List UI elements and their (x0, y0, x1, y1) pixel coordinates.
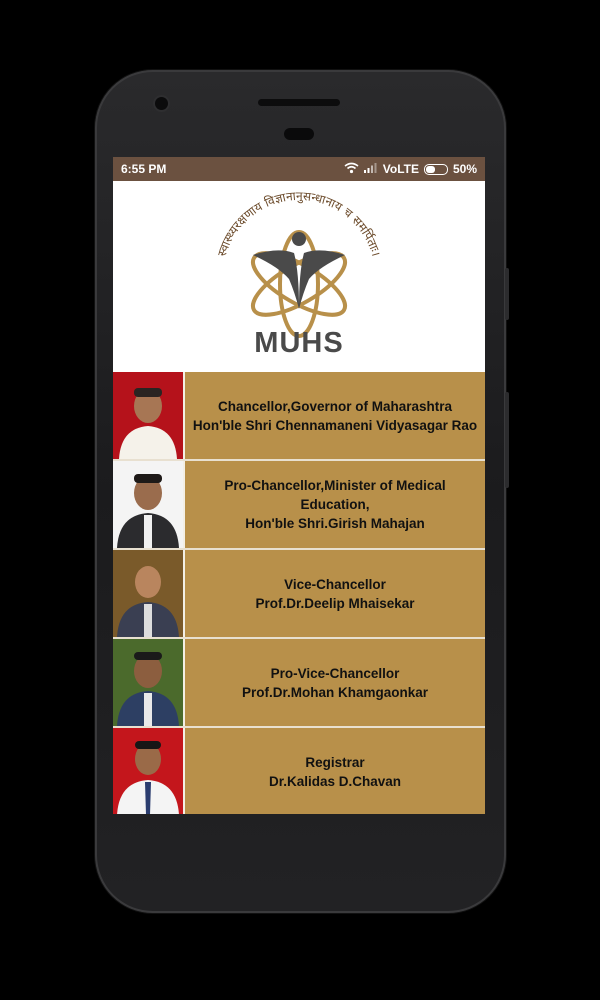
official-title: Chancellor,Governor of Maharashtra (217, 398, 453, 414)
official-name: Prof.Dr.Deelip Mhaisekar (255, 595, 415, 611)
official-photo (113, 550, 185, 637)
status-time: 6:55 PM (121, 162, 167, 176)
official-info (185, 372, 485, 459)
official-info (185, 639, 485, 726)
list-item[interactable] (113, 728, 485, 814)
official-title: Pro-Vice-Chancellor (270, 665, 400, 681)
official-photo (113, 728, 185, 814)
officials-list (113, 372, 485, 814)
list-item[interactable] (113, 461, 485, 550)
official-photo (113, 372, 185, 459)
front-camera (155, 97, 168, 110)
official-name: Dr.Kalidas D.Chavan (268, 773, 402, 789)
logo-area (113, 181, 485, 372)
proximity-sensor (284, 128, 314, 140)
official-info (185, 550, 485, 637)
svg-text:स्वास्थ्यरक्षणाय विज्ञानानुसन् (215, 189, 383, 258)
earpiece-speaker (258, 99, 340, 106)
app-screen (113, 157, 485, 814)
power-button (505, 268, 509, 320)
official-info (185, 728, 485, 814)
status-bar (113, 157, 485, 181)
motto-text: स्वास्थ्यरक्षणाय विज्ञानानुसन्धानाय च समर्पिताः। (214, 188, 384, 258)
official-name: Hon'ble Shri.Girish Mahajan (245, 516, 425, 531)
official-info (185, 461, 485, 548)
official-title: Vice-Chancellor (284, 576, 386, 592)
list-item[interactable] (113, 639, 485, 728)
official-name: Hon'ble Shri Chennamaneni Vidyasagar Rao (192, 417, 478, 433)
official-name: Prof.Dr.Mohan Khamgaonkar (241, 684, 429, 700)
official-photo (113, 461, 185, 548)
volume-button (505, 392, 509, 488)
battery-percent: 50% (452, 162, 477, 176)
wifi-icon (344, 162, 359, 177)
status-icons (344, 162, 477, 177)
logo-text: MUHS (254, 327, 344, 359)
official-title: Registrar (305, 754, 365, 770)
battery-fill (426, 166, 435, 173)
battery-icon (424, 164, 448, 175)
official-photo (113, 639, 185, 726)
list-item[interactable] (113, 372, 485, 461)
signal-icon (364, 162, 378, 176)
list-item[interactable] (113, 550, 485, 639)
network-label: VoLTE (382, 162, 419, 176)
official-title: Pro-Chancellor,Minister of Medical Education, (224, 478, 446, 512)
